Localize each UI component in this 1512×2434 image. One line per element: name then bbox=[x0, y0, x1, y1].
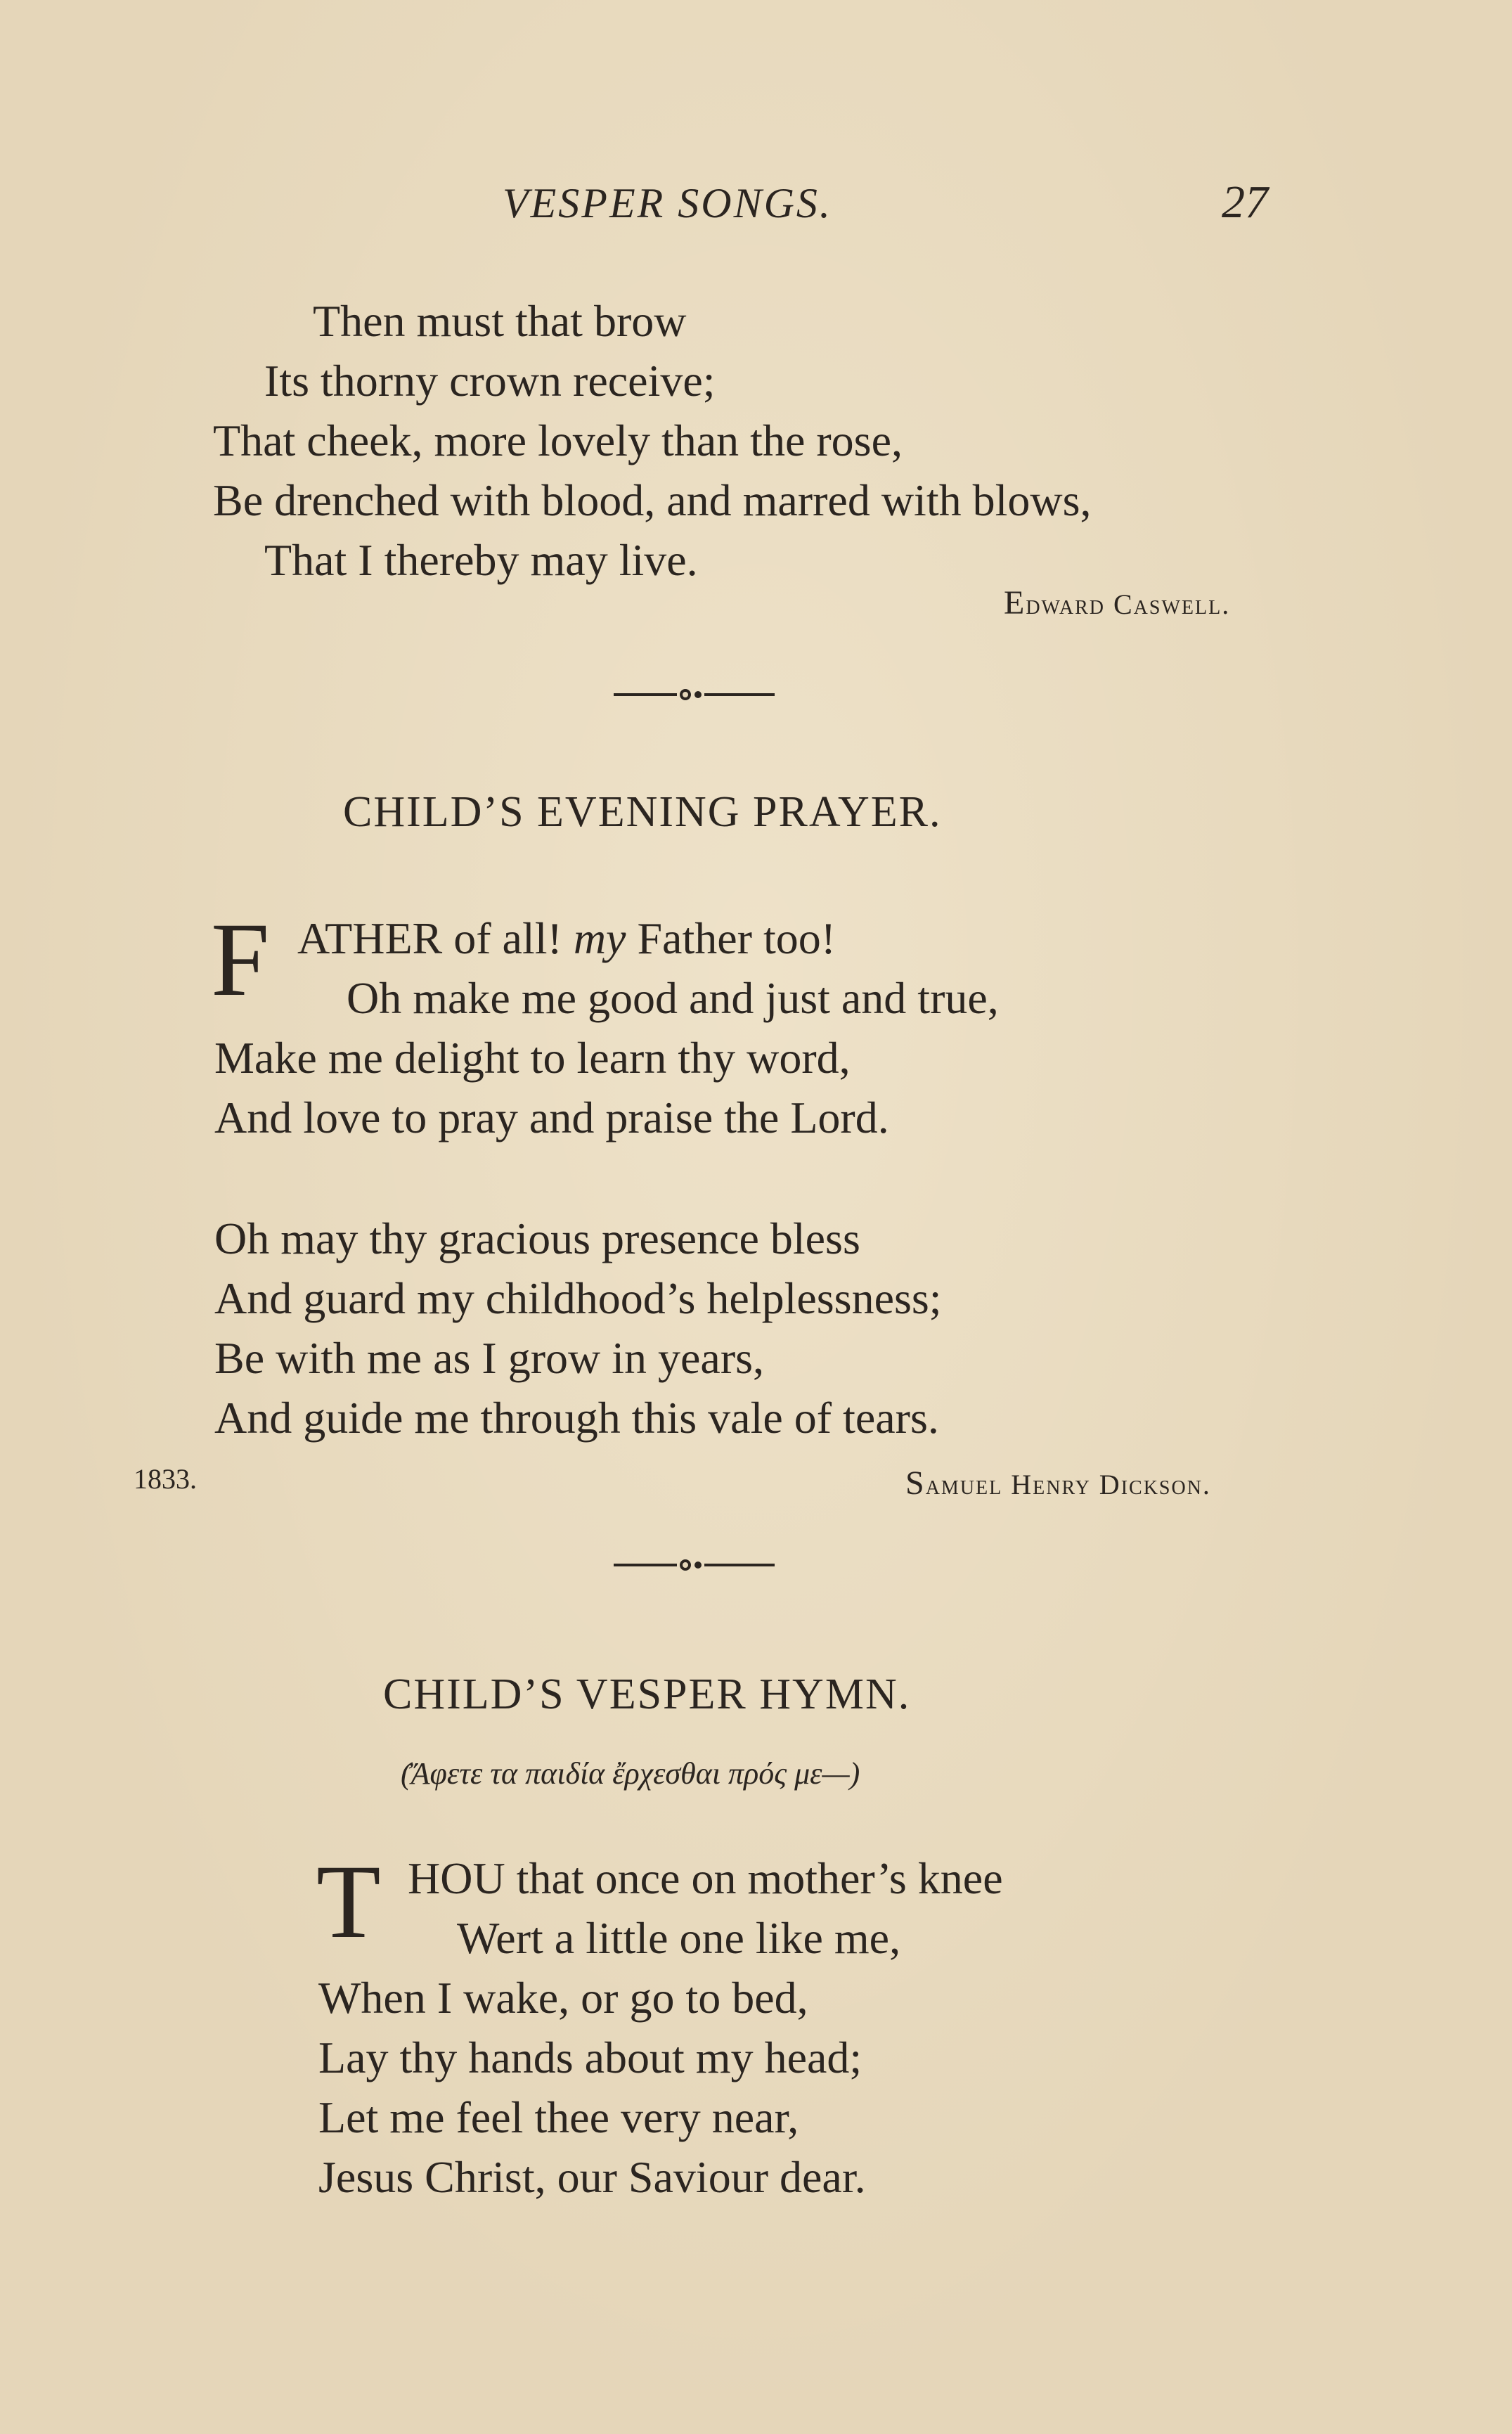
poem2-line-4: And love to pray and praise the Lord. bbox=[214, 1093, 889, 1142]
poem2-line-1-italic: my bbox=[573, 913, 626, 963]
poem1-line-1: Then must that brow bbox=[313, 296, 687, 346]
poem2-author: Samuel Henry Dickson. bbox=[905, 1464, 1211, 1502]
poem3-epigraph: (Ἄφετε τα παιδία ἔρχεσθαι πρός με—) bbox=[401, 1756, 860, 1791]
poem2-line-7: Be with me as I grow in years, bbox=[214, 1333, 765, 1383]
poem1-line-5: That I thereby may live. bbox=[264, 535, 698, 585]
poem2-line-2: Oh make me good and just and true, bbox=[347, 973, 999, 1023]
running-head: VESPER SONGS. bbox=[503, 180, 832, 226]
poem2-line-8: And guide me through this vale of tears. bbox=[214, 1393, 939, 1443]
poem2-line-1-end: Father too! bbox=[637, 913, 836, 963]
poem3-title: CHILD’S VESPER HYMN. bbox=[383, 1670, 911, 1718]
poem2-line-5: Oh may thy gracious presence bless bbox=[214, 1213, 860, 1263]
poem1-line-2: Its thorny crown receive; bbox=[264, 356, 716, 406]
poem3-drop-cap: T bbox=[316, 1843, 381, 1960]
poem2-year: 1833. bbox=[134, 1463, 197, 1495]
poem2-line-6: And guard my childhood’s helplessness; bbox=[214, 1273, 942, 1323]
poem3-line-3: When I wake, or go to bed, bbox=[318, 1973, 808, 2023]
poem1-line-3: That cheek, more lovely than the rose, bbox=[213, 416, 903, 465]
poem3-line-1: HOU that once on mother’s knee bbox=[408, 1853, 1003, 1903]
poem1-author: Edward Caswell. bbox=[1004, 584, 1231, 622]
poem2-line-1 bbox=[297, 913, 836, 963]
poem3-line-4: Lay thy hands about my head; bbox=[318, 2033, 862, 2082]
poem1-line-4: Be drenched with blood, and marred with blows, bbox=[213, 475, 1092, 525]
poem2-line-3: Make me delight to learn thy word, bbox=[214, 1033, 851, 1083]
poem3-line-5: Let me feel thee very near, bbox=[318, 2092, 799, 2142]
page-number: 27 bbox=[1222, 176, 1268, 228]
poem3-line-2: Wert a little one like me, bbox=[457, 1913, 901, 1963]
poem2-line-1-start: ATHER of all! bbox=[297, 913, 562, 963]
poem3-line-6: Jesus Christ, our Saviour dear. bbox=[318, 2152, 866, 2202]
poem2-drop-cap: F bbox=[211, 901, 270, 1018]
poem2-title: CHILD’S EVENING PRAYER. bbox=[343, 788, 942, 836]
